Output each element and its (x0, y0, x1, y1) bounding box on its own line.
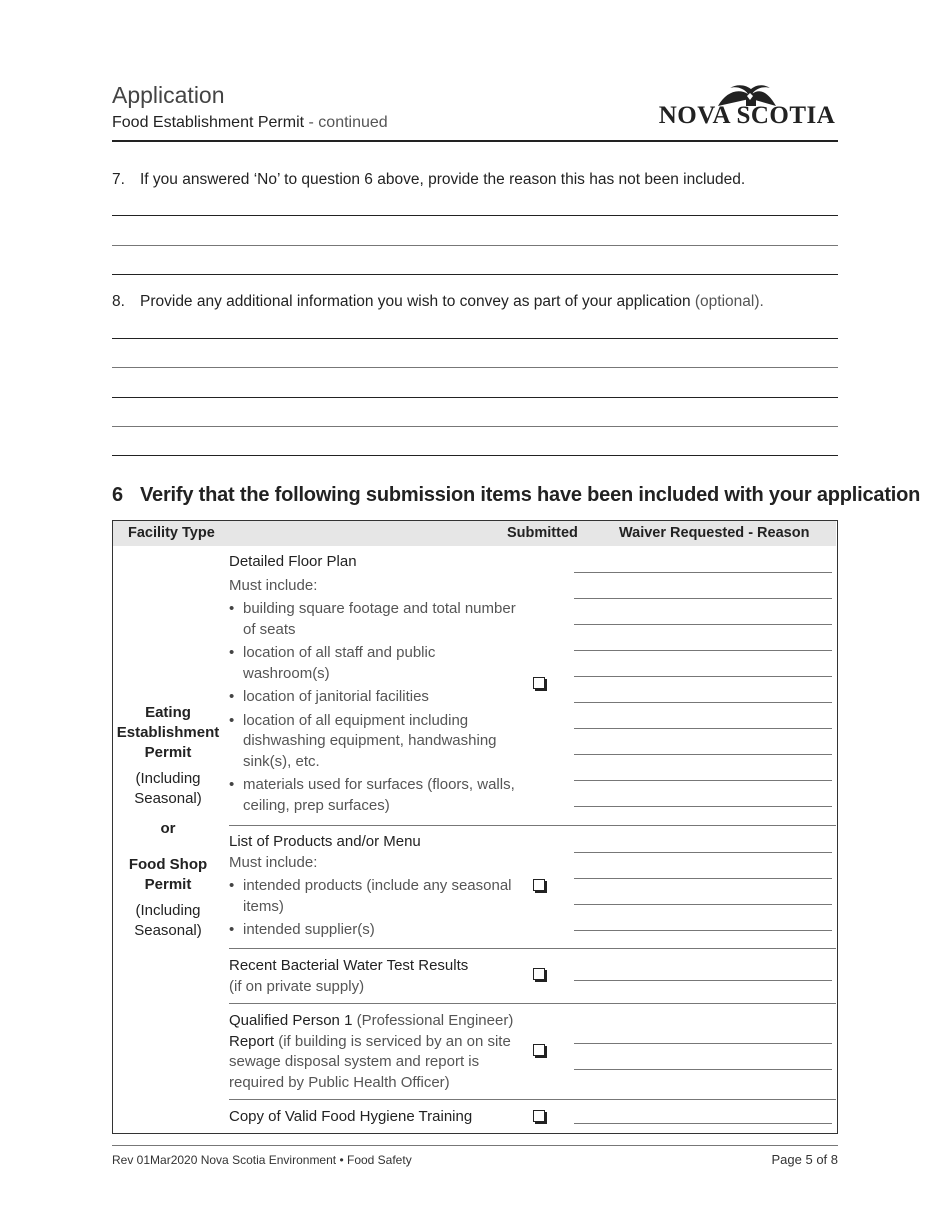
waiver-reason-line[interactable] (574, 572, 832, 573)
list-item: • location of all staff and public washroom(s) (229, 643, 519, 684)
waiver-reason-line[interactable] (574, 702, 832, 703)
waiver-reason-line[interactable] (574, 904, 832, 905)
facility-note: Seasonal) (134, 922, 202, 939)
list-item: • building square footage and total number of seats (229, 599, 519, 640)
answer-line[interactable] (112, 367, 838, 368)
submitted-checkbox[interactable] (532, 878, 546, 892)
page-footer (112, 1145, 838, 1167)
table-header (113, 521, 836, 546)
requirements-list (229, 599, 519, 816)
item-subtitle: Must include: (229, 576, 318, 594)
question-number: 7. (112, 171, 125, 188)
submission-items-table (112, 520, 838, 1134)
item-title: Detailed Floor Plan (229, 553, 357, 570)
question-text: If you answered ‘No’ to question 6 above, provide the reason this has not been included. (140, 171, 746, 188)
submitted-checkbox[interactable] (532, 1109, 546, 1123)
page-subtitle (112, 114, 388, 132)
submitted-checkbox[interactable] (532, 676, 546, 690)
continued-label: - continued (304, 114, 388, 131)
waiver-reason-line[interactable] (574, 852, 832, 853)
facility-label: Eating (145, 704, 191, 721)
facility-or: or (160, 820, 176, 837)
item-title-note: (Professional Engineer) (352, 1012, 514, 1029)
answer-line[interactable] (112, 426, 838, 427)
table-row (229, 1107, 519, 1128)
waiver-reason-line[interactable] (574, 1069, 832, 1070)
table-row (229, 1011, 519, 1093)
page-number: Page 5 of 8 (771, 1152, 838, 1167)
waiver-reason-line[interactable] (574, 980, 832, 981)
question-8 (112, 293, 764, 311)
section-number: 6 (112, 484, 123, 506)
question-7 (112, 171, 745, 189)
nova-scotia-logo (656, 84, 838, 136)
answer-line[interactable] (112, 274, 838, 275)
answer-line[interactable] (112, 215, 838, 216)
item-title: List of Products and/or Menu (229, 833, 421, 850)
page-title: Application (112, 82, 225, 108)
list-item: • location of janitorial facilities (229, 687, 519, 708)
table-row (229, 552, 519, 816)
requirements-list (229, 876, 519, 941)
item-title: Qualified Person 1 (229, 1012, 353, 1029)
item-title: Report (229, 1032, 275, 1050)
section-title-text: Verify that the following submission items have been included with your application (140, 484, 921, 506)
facility-note: Seasonal) (134, 790, 202, 807)
item-title: Recent Bacterial Water Test Results (229, 957, 469, 974)
header-waiver: Waiver Requested - Reason (619, 525, 810, 541)
waiver-reason-line[interactable] (574, 650, 832, 651)
page-header (112, 80, 838, 142)
waiver-reason-line[interactable] (574, 930, 832, 931)
answer-line[interactable] (112, 338, 838, 339)
answer-line[interactable] (112, 455, 838, 456)
list-item: • intended supplier(s) (229, 920, 519, 941)
waiver-reason-line[interactable] (574, 676, 832, 677)
header-submitted: Submitted (507, 525, 578, 541)
facility-label: Food Shop (128, 856, 208, 873)
facility-label: Permit (144, 744, 192, 761)
waiver-reason-line[interactable] (574, 1043, 832, 1044)
row-divider (229, 948, 836, 949)
facility-note: (Including (135, 770, 201, 787)
list-item: • intended products (include any seasonal items) (229, 876, 519, 917)
row-divider (229, 1003, 836, 1004)
question-text: Provide any additional information you wish to convey as part of your application (140, 293, 695, 310)
waiver-reason-line[interactable] (574, 780, 832, 781)
waiver-reason-line[interactable] (574, 598, 832, 599)
waiver-reason-line[interactable] (574, 1123, 832, 1124)
waiver-reason-line[interactable] (574, 754, 832, 755)
answer-line[interactable] (112, 397, 838, 398)
waiver-reason-line[interactable] (574, 728, 832, 729)
waiver-reason-line[interactable] (574, 624, 832, 625)
optional-label: (optional). (694, 293, 764, 310)
facility-note: (Including (135, 902, 201, 919)
table-row (229, 956, 519, 997)
header-facility-type: Facility Type (128, 525, 215, 541)
facility-label: Permit (144, 876, 192, 893)
row-divider (229, 825, 836, 826)
answer-line[interactable] (112, 245, 838, 246)
logo-wordmark: NOVA SCOTIA (658, 102, 836, 129)
submitted-checkbox[interactable] (532, 967, 546, 981)
revision-label: Rev 01Mar2020 Nova Scotia Environment • Food Safety (112, 1153, 412, 1167)
table-row (229, 832, 519, 941)
facility-label: Establishment (116, 724, 220, 741)
form-name: Food Establishment Permit (112, 114, 305, 131)
list-item: • materials used for surfaces (floors, walls, ceiling, prep surfaces) (229, 775, 519, 816)
list-item: • location of all equipment including dishwashing equipment, handwashing sink(s), etc. (229, 711, 519, 773)
item-subtitle: Must include: (229, 853, 318, 871)
section-heading (112, 484, 920, 507)
facility-type-cell (113, 703, 223, 941)
submitted-checkbox[interactable] (532, 1043, 546, 1057)
item-subtitle: (if building is serviced by an on site sewage disposal system and report is required by Public Health Officer) (229, 1032, 511, 1091)
waiver-reason-line[interactable] (574, 806, 832, 807)
waiver-reason-line[interactable] (574, 878, 832, 879)
row-divider (229, 1099, 836, 1100)
item-subtitle: (if on private supply) (229, 977, 365, 995)
item-title: Copy of Valid Food Hygiene Training (229, 1108, 473, 1125)
question-number: 8. (112, 293, 125, 310)
